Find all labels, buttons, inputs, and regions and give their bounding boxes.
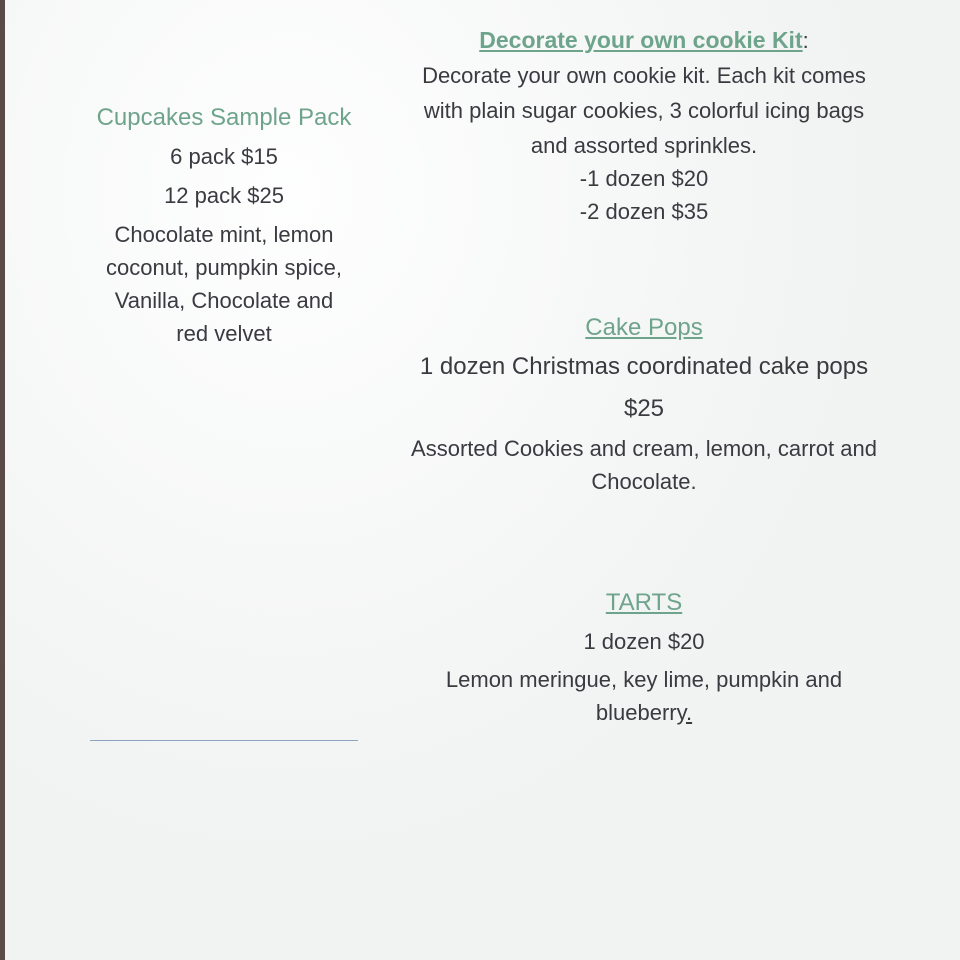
cupcakes-title: Cupcakes Sample Pack [96,104,352,131]
cookie-kit-title: Decorate your own cookie Kit [479,27,803,53]
tarts-flavor-end: . [685,700,693,725]
cake-pops-flavor-line: Assorted Cookies and cream, lemon, carrot and [411,436,877,461]
cupcakes-flavor-line: red velvet [176,321,272,346]
cookie-kit-price-1: -1 dozen $20 [579,166,709,191]
page-edge [0,0,5,960]
cookie-kit-desc-line: and assorted sprinkles. [530,133,758,158]
cake-pops-flavor-line: Chocolate. [591,469,697,494]
cake-pops-price: $25 [623,395,665,422]
cupcakes-flavor-line: Vanilla, Chocolate and [114,288,334,313]
cake-pops-section [394,310,894,498]
cake-pops-line: 1 dozen Christmas coordinated cake pops [419,353,869,380]
cookie-kit-desc-line: with plain sugar cookies, 3 colorful icing bags [423,98,865,123]
cupcakes-price-6: 6 pack $15 [170,144,278,169]
cookie-kit-desc-line: Decorate your own cookie kit. Each kit comes [422,63,866,88]
cake-pops-title: Cake Pops [585,314,703,341]
tarts-section [394,585,894,729]
cupcakes-section [90,100,358,350]
tarts-title: TARTS [605,589,683,616]
cupcakes-flavor-line: Chocolate mint, lemon [114,222,334,247]
cupcakes-flavors [90,218,358,350]
cookie-kit-price-2: -2 dozen $35 [579,199,709,224]
cookie-kit-section [394,22,894,228]
cupcakes-price-12: 12 pack $25 [164,183,284,208]
section-divider [90,740,358,741]
tarts-price: 1 dozen $20 [583,629,705,654]
cupcakes-flavor-line: coconut, pumpkin spice, [105,255,343,280]
tarts-flavor-line: blueberry [595,700,686,725]
cookie-kit-colon: : [802,28,809,53]
tarts-flavor-line: Lemon meringue, key lime, pumpkin and [445,667,843,692]
